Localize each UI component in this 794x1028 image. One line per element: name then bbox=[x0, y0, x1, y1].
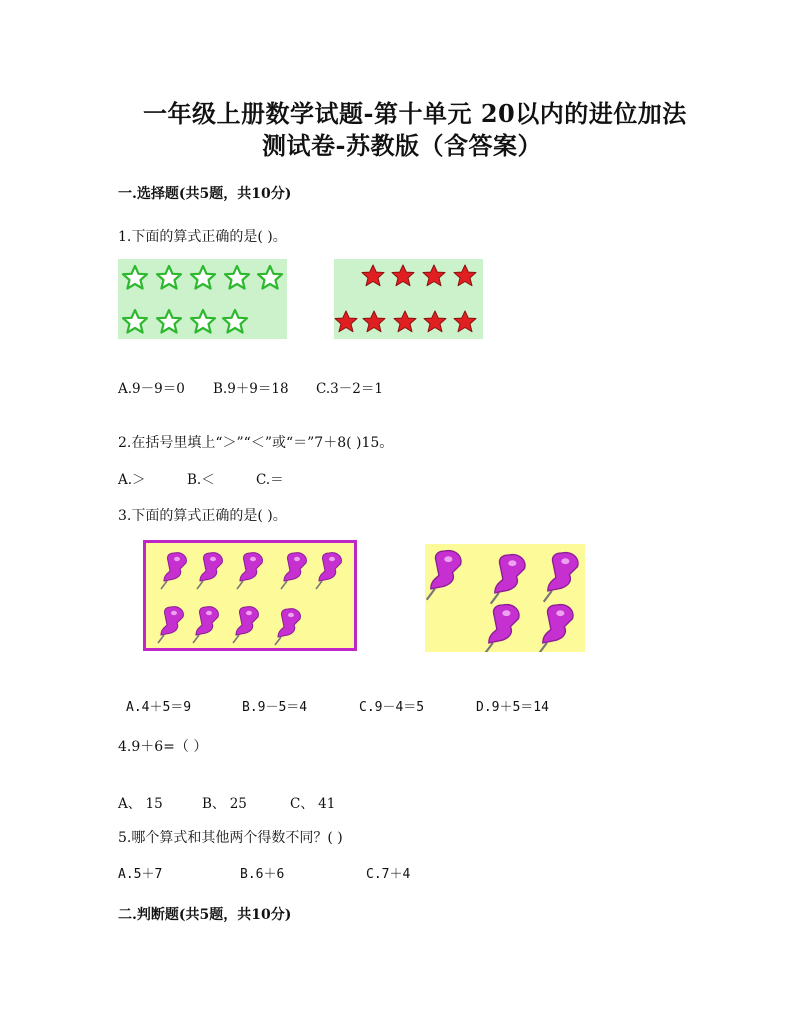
pushpin-icon bbox=[193, 607, 218, 643]
red-star-icon bbox=[423, 265, 445, 286]
green-star-icon bbox=[123, 266, 147, 289]
pushpin-icon bbox=[539, 605, 573, 652]
q5-option-c: C.7＋4 bbox=[366, 867, 411, 882]
pushpin-icon bbox=[237, 553, 262, 589]
q4-option-a: A、 15 bbox=[118, 796, 163, 812]
red-star-icon bbox=[424, 311, 446, 332]
question-4-text: 4.9＋6=（ ） bbox=[118, 739, 208, 755]
green-star-icon bbox=[157, 266, 181, 289]
red-star-icon bbox=[454, 311, 476, 332]
section-heading-judgement: 二.判断题(共5题，共10分) bbox=[118, 907, 292, 923]
q2-option-b: B.＜ bbox=[187, 472, 215, 488]
q3-option-b: B.9－5＝4 bbox=[242, 700, 308, 715]
green-star-icon bbox=[157, 310, 181, 333]
q1-option-c: C.3－2＝1 bbox=[316, 381, 383, 397]
q4-option-c: C、 41 bbox=[290, 796, 336, 812]
green-star-icon bbox=[191, 310, 215, 333]
question-5-text: 5.哪个算式和其他两个得数不同？( ) bbox=[118, 830, 343, 846]
red-star-icon bbox=[362, 265, 384, 286]
green-star-icon bbox=[123, 310, 147, 333]
q5-option-b: B.6＋6 bbox=[240, 867, 285, 882]
framed-pins-figure bbox=[146, 543, 354, 648]
q3-option-a: A.4＋5＝9 bbox=[126, 700, 192, 715]
question-2-text: 2.在括号里填上“＞”“＜”或“＝”7＋8( )15。 bbox=[118, 435, 394, 451]
red-star-panel bbox=[334, 259, 483, 339]
loose-pins-figure bbox=[425, 544, 585, 652]
pushpin-icon bbox=[485, 605, 519, 652]
pushpin-icon bbox=[427, 551, 461, 600]
pushpin-icon bbox=[281, 553, 306, 589]
green-star-icon bbox=[191, 266, 215, 289]
title-line-1: 一年级上册数学试题-第十单元 20以内的进位加法 bbox=[143, 99, 687, 128]
pushpin-icon bbox=[544, 553, 578, 602]
red-star-icon bbox=[335, 311, 357, 332]
question-3-text: 3.下面的算式正确的是( )。 bbox=[118, 508, 287, 524]
q1-option-a: A.9－9＝0 bbox=[118, 381, 185, 397]
q3-option-d: D.9＋5＝14 bbox=[476, 700, 549, 715]
section-heading-choice: 一.选择题(共5题，共10分) bbox=[118, 186, 292, 202]
framed-pin-panel bbox=[143, 540, 357, 651]
green-stars-figure bbox=[118, 259, 287, 339]
q3-option-c: C.9－4＝5 bbox=[359, 700, 425, 715]
pushpin-icon bbox=[275, 609, 300, 645]
pushpin-icon bbox=[491, 555, 525, 604]
green-star-icon bbox=[258, 266, 282, 289]
red-star-icon bbox=[363, 311, 385, 332]
q2-option-c: C.＝ bbox=[256, 472, 284, 488]
q2-option-a: A.＞ bbox=[118, 472, 146, 488]
question-1-text: 1.下面的算式正确的是( )。 bbox=[118, 229, 287, 245]
red-stars-figure bbox=[334, 259, 483, 339]
green-star-icon bbox=[223, 310, 247, 333]
red-star-icon bbox=[392, 265, 414, 286]
pushpin-icon bbox=[233, 607, 258, 643]
green-star-panel bbox=[118, 259, 287, 339]
q4-option-b: B、 25 bbox=[202, 796, 247, 812]
title-line-2: 测试卷-苏教版（含答案） bbox=[262, 131, 542, 160]
red-star-icon bbox=[454, 265, 476, 286]
pushpin-icon bbox=[161, 553, 186, 589]
pushpin-icon bbox=[316, 553, 341, 589]
green-star-icon bbox=[225, 266, 249, 289]
q5-option-a: A.5＋7 bbox=[118, 867, 163, 882]
pushpin-icon bbox=[197, 553, 222, 589]
red-star-icon bbox=[394, 311, 416, 332]
q1-option-b: B.9＋9＝18 bbox=[213, 381, 289, 397]
loose-pin-panel bbox=[425, 544, 585, 652]
pushpin-icon bbox=[158, 607, 183, 643]
